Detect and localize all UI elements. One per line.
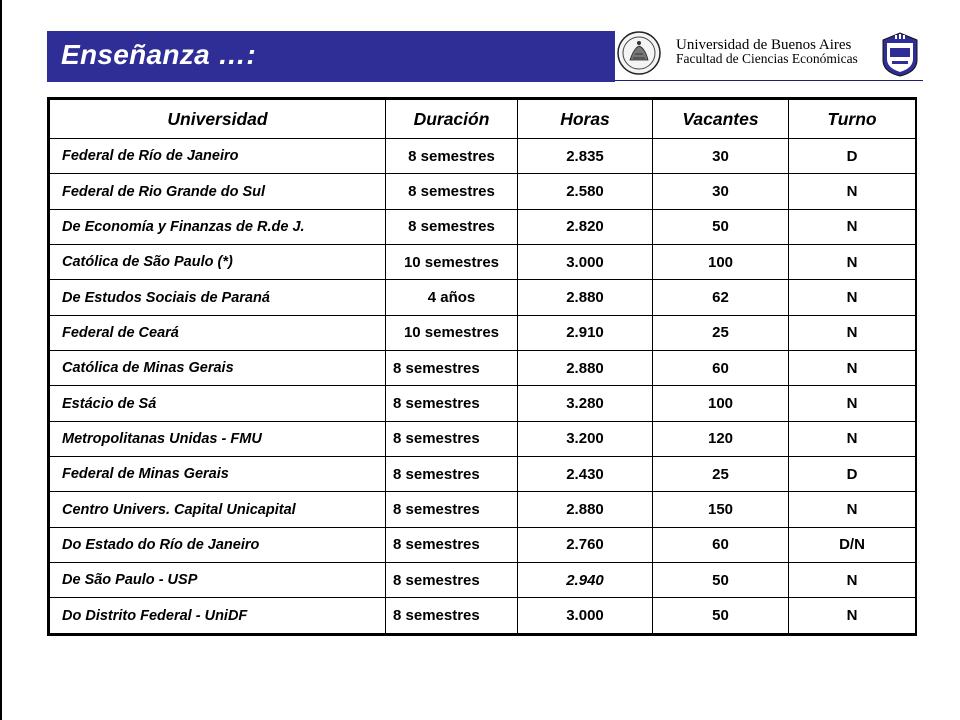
university-line-2: Facultad de Ciencias Económicas: [676, 51, 858, 66]
header-duracion: Duración: [386, 100, 518, 139]
cell-duracion: 10 semestres: [386, 245, 518, 280]
cell-duracion: 8 semestres: [386, 598, 518, 634]
cell-duracion: 10 semestres: [386, 315, 518, 350]
cell-turno: N: [789, 563, 916, 598]
cell-vacantes: 100: [653, 245, 789, 280]
header-universidad: Universidad: [50, 100, 386, 139]
cell-turno: N: [789, 421, 916, 456]
cell-vacantes: 150: [653, 492, 789, 527]
cell-duracion: 8 semestres: [386, 421, 518, 456]
cell-horas: 3.000: [518, 245, 653, 280]
cell-turno: N: [789, 492, 916, 527]
cell-turno: D/N: [789, 527, 916, 562]
university-seal-icon: [616, 30, 662, 76]
cell-vacantes: 60: [653, 527, 789, 562]
table-row: [50, 457, 916, 492]
cell-universidad: Federal de Río de Janeiro: [50, 139, 386, 174]
table-row: [50, 209, 916, 244]
cell-turno: N: [789, 598, 916, 634]
cell-turno: N: [789, 280, 916, 315]
table-row: [50, 245, 916, 280]
universities-table: [47, 97, 917, 636]
cell-universidad: Do Estado do Río de Janeiro: [50, 527, 386, 562]
university-line-1: Universidad de Buenos Aires: [676, 37, 852, 53]
cell-duracion: 8 semestres: [386, 209, 518, 244]
cell-universidad: Católica de São Paulo (*): [50, 245, 386, 280]
data-table: [49, 99, 916, 634]
cell-duracion: 8 semestres: [386, 492, 518, 527]
cell-horas: 2.940: [518, 563, 653, 598]
table-row: [50, 421, 916, 456]
cell-duracion: 8 semestres: [386, 527, 518, 562]
cell-vacantes: 62: [653, 280, 789, 315]
cell-duracion: 8 semestres: [386, 174, 518, 209]
table-row: [50, 315, 916, 350]
cell-universidad: Do Distrito Federal - UniDF: [50, 598, 386, 634]
cell-turno: D: [789, 139, 916, 174]
title-band: [47, 31, 615, 82]
cell-horas: 2.430: [518, 457, 653, 492]
table-row: [50, 174, 916, 209]
header-turno: Turno: [789, 100, 916, 139]
cell-universidad: Metropolitanas Unidas - FMU: [50, 421, 386, 456]
table-row: [50, 351, 916, 386]
cell-horas: 2.580: [518, 174, 653, 209]
cell-horas: 3.200: [518, 421, 653, 456]
cell-vacantes: 50: [653, 598, 789, 634]
cell-universidad: De Estudos Sociais de Paraná: [50, 280, 386, 315]
cell-horas: 2.835: [518, 139, 653, 174]
cell-turno: N: [789, 386, 916, 421]
cell-horas: 2.880: [518, 351, 653, 386]
cell-universidad: De São Paulo - USP: [50, 563, 386, 598]
cell-turno: N: [789, 245, 916, 280]
cell-horas: 2.910: [518, 315, 653, 350]
header-horas: Horas: [518, 100, 653, 139]
cell-horas: 3.280: [518, 386, 653, 421]
header-divider: [615, 80, 923, 81]
cell-universidad: Centro Univers. Capital Unicapital: [50, 492, 386, 527]
cell-universidad: Federal de Rio Grande do Sul: [50, 174, 386, 209]
cell-universidad: De Economía y Finanzas de R.de J.: [50, 209, 386, 244]
header-vacantes: Vacantes: [653, 100, 789, 139]
cell-duracion: 8 semestres: [386, 351, 518, 386]
left-edge-rule: [0, 0, 2, 720]
table-row: [50, 598, 916, 634]
cell-vacantes: 60: [653, 351, 789, 386]
cell-horas: 3.000: [518, 598, 653, 634]
table-row: [50, 492, 916, 527]
cell-universidad: Federal de Minas Gerais: [50, 457, 386, 492]
cell-universidad: Estácio de Sá: [50, 386, 386, 421]
cell-horas: 2.880: [518, 280, 653, 315]
cell-turno: N: [789, 174, 916, 209]
cell-horas: 2.760: [518, 527, 653, 562]
cell-duracion: 8 semestres: [386, 563, 518, 598]
cell-turno: N: [789, 315, 916, 350]
cell-vacantes: 100: [653, 386, 789, 421]
table-row: [50, 386, 916, 421]
cell-duracion: 8 semestres: [386, 457, 518, 492]
cell-vacantes: 50: [653, 209, 789, 244]
cell-vacantes: 50: [653, 563, 789, 598]
table-row: [50, 139, 916, 174]
fce-logo-icon: [880, 30, 920, 78]
table-header-row: [50, 100, 916, 139]
cell-vacantes: 25: [653, 315, 789, 350]
table-row: [50, 280, 916, 315]
cell-turno: N: [789, 209, 916, 244]
cell-vacantes: 30: [653, 139, 789, 174]
cell-vacantes: 30: [653, 174, 789, 209]
cell-universidad: Católica de Minas Gerais: [50, 351, 386, 386]
cell-turno: N: [789, 351, 916, 386]
slide-title: Enseñanza …:: [61, 39, 256, 70]
cell-duracion: 4 años: [386, 280, 518, 315]
cell-vacantes: 25: [653, 457, 789, 492]
cell-duracion: 8 semestres: [386, 386, 518, 421]
cell-turno: D: [789, 457, 916, 492]
table-row: [50, 563, 916, 598]
table-row: [50, 527, 916, 562]
cell-duracion: 8 semestres: [386, 139, 518, 174]
cell-vacantes: 120: [653, 421, 789, 456]
university-name: [676, 38, 876, 66]
cell-universidad: Federal de Ceará: [50, 315, 386, 350]
cell-horas: 2.820: [518, 209, 653, 244]
cell-horas: 2.880: [518, 492, 653, 527]
